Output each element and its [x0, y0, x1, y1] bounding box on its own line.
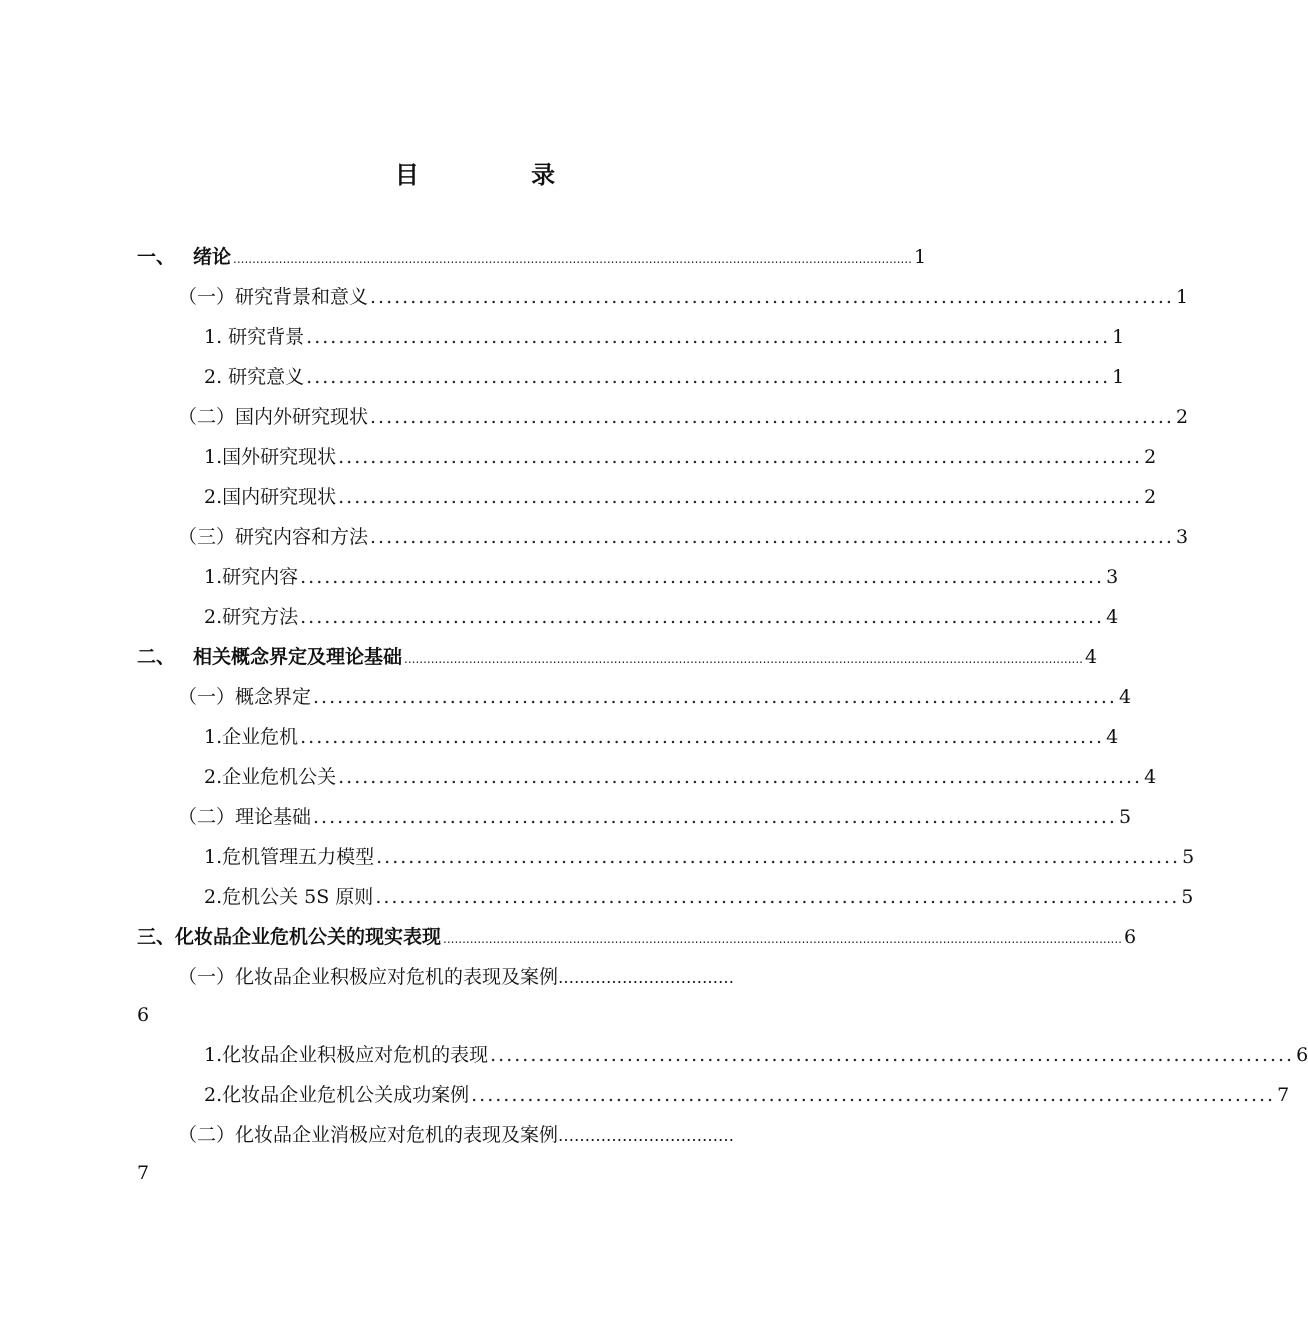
- toc-entry-text: （二）国内外研究现状: [178, 406, 369, 428]
- toc-page-number: 7: [1277, 1084, 1290, 1106]
- toc-entry[interactable]: [204, 322, 1125, 352]
- toc-entry[interactable]: [204, 442, 1157, 472]
- toc-page-number: 5: [1118, 806, 1132, 828]
- toc-page-number: 2: [1175, 406, 1189, 428]
- toc-entry[interactable]: [204, 762, 1157, 792]
- dot-leader: ..................................................................................................................................................................................: [443, 932, 1122, 946]
- toc-page-number: 1: [1175, 286, 1189, 308]
- toc-entry-text: 1.企业危机: [204, 726, 299, 748]
- toc-entry-text: 1.研究内容: [204, 566, 299, 588]
- dot-leader: ....................................................................................................: [338, 446, 1143, 468]
- dot-leader: ..................................................................................................................................................................................: [404, 652, 1083, 666]
- toc-entry[interactable]: [178, 522, 1189, 552]
- dot-leader: ....................................................................................................: [375, 886, 1180, 908]
- toc-chapter-number: 二、: [137, 646, 176, 668]
- toc-page-number: 1: [1112, 366, 1125, 388]
- toc-entry-wrapped[interactable]: [178, 1120, 850, 1150]
- toc-page-number: 2: [1144, 446, 1157, 468]
- toc-page-number: 6: [1296, 1044, 1308, 1066]
- dot-leader: ....................................................................................................: [300, 606, 1105, 628]
- toc-chapter-number: 一、: [137, 246, 176, 268]
- toc-entry-text: 1.危机管理五力模型: [204, 846, 375, 868]
- dot-leader: ....................................................................................................: [300, 566, 1105, 588]
- toc-entry[interactable]: [204, 362, 1125, 392]
- page-title: 目 录: [394, 161, 608, 189]
- toc-page-number: 4: [1144, 766, 1157, 788]
- dot-leader: ....................................................................................................: [370, 406, 1174, 428]
- dot-leader: ....................................................................................................: [300, 726, 1105, 748]
- dot-leader: ....................................................................................................: [306, 326, 1111, 348]
- toc-entry-text: 2.危机公关 5S 原则: [204, 886, 374, 908]
- toc-page-number: 4: [1106, 606, 1119, 628]
- toc-entry[interactable]: [204, 882, 1194, 912]
- dot-leader: ....................................................................................................: [306, 366, 1111, 388]
- toc-entry-text: （二）理论基础: [178, 806, 312, 828]
- toc-entry[interactable]: [178, 682, 1132, 712]
- toc-entry-text: 绪论: [193, 246, 232, 268]
- toc-entry-wrapped[interactable]: [178, 962, 850, 992]
- dot-leader: ....................................................................................................: [338, 766, 1143, 788]
- dot-leader: ....................................................................................................: [313, 806, 1117, 828]
- toc-page-number: 5: [1181, 886, 1194, 908]
- toc-page-number: 6: [1124, 926, 1137, 948]
- toc-entry[interactable]: [204, 562, 1119, 592]
- toc-entry-chapter-1[interactable]: [137, 242, 927, 272]
- toc-page-number: 7: [137, 1162, 150, 1184]
- dot-leader: ....................................................................................................: [370, 526, 1174, 548]
- dot-leader: ……………………………: [558, 968, 735, 987]
- dot-leader: ..................................................................................................................................................................................: [233, 252, 912, 266]
- toc-entry[interactable]: [178, 402, 1189, 432]
- toc-entry-text: 1. 研究背景: [204, 326, 305, 348]
- toc-entry-text: （一）化妆品企业积极应对危机的表现及案例: [178, 966, 559, 988]
- toc-entry-text: （二）化妆品企业消极应对危机的表现及案例: [178, 1124, 559, 1146]
- toc-entry[interactable]: [204, 1080, 1290, 1110]
- toc-page-number: 3: [1175, 526, 1189, 548]
- toc-entry[interactable]: [204, 482, 1157, 512]
- toc-page-number: 4: [1106, 726, 1119, 748]
- toc-page-number: 2: [1144, 486, 1157, 508]
- toc-entry-text: 1.化妆品企业积极应对危机的表现: [204, 1044, 489, 1066]
- toc-entry-text: 2.企业危机公关: [204, 766, 337, 788]
- dot-leader: ....................................................................................................: [370, 286, 1174, 308]
- dot-leader: ....................................................................................................: [376, 846, 1181, 868]
- toc-entry-text: 相关概念界定及理论基础: [193, 646, 403, 668]
- dot-leader: ....................................................................................................: [490, 1044, 1295, 1066]
- toc-entry-text: （三）研究内容和方法: [178, 526, 369, 548]
- toc-entry-text: 三、化妆品企业危机公关的现实表现: [137, 926, 442, 948]
- toc-entry-text: （一）研究背景和意义: [178, 286, 369, 308]
- toc-entry-wrapped-page: [137, 1000, 149, 1030]
- toc-entry-chapter-3[interactable]: [137, 922, 1137, 952]
- toc-entry-text: 2.研究方法: [204, 606, 299, 628]
- toc-entry[interactable]: [204, 722, 1119, 752]
- toc-entry-wrapped-page: [137, 1158, 149, 1188]
- toc-page-number: 4: [1085, 646, 1098, 668]
- toc-entry[interactable]: [204, 602, 1119, 632]
- toc-page-number: 1: [914, 246, 927, 268]
- toc-entry[interactable]: [204, 1040, 1308, 1070]
- dot-leader: ....................................................................................................: [313, 686, 1117, 708]
- toc-entry-text: 1.国外研究现状: [204, 446, 337, 468]
- toc-entry[interactable]: [204, 842, 1195, 872]
- toc-entry[interactable]: [178, 282, 1189, 312]
- dot-leader: ……………………………: [558, 1126, 735, 1145]
- toc-page-number: 3: [1106, 566, 1119, 588]
- toc-entry-text: 2.国内研究现状: [204, 486, 337, 508]
- toc-page-number: 5: [1182, 846, 1195, 868]
- dot-leader: ....................................................................................................: [471, 1084, 1276, 1106]
- toc-entry-chapter-2[interactable]: [137, 642, 1098, 672]
- toc-entry[interactable]: [178, 802, 1132, 832]
- toc-entry-text: 2. 研究意义: [204, 366, 305, 388]
- toc-entry-text: （一）概念界定: [178, 686, 312, 708]
- toc-page-number: 1: [1112, 326, 1125, 348]
- toc-entry-text: 2.化妆品企业危机公关成功案例: [204, 1084, 470, 1106]
- dot-leader: ....................................................................................................: [338, 486, 1143, 508]
- toc-page-number: 6: [137, 1004, 150, 1026]
- toc-page-number: 4: [1118, 686, 1132, 708]
